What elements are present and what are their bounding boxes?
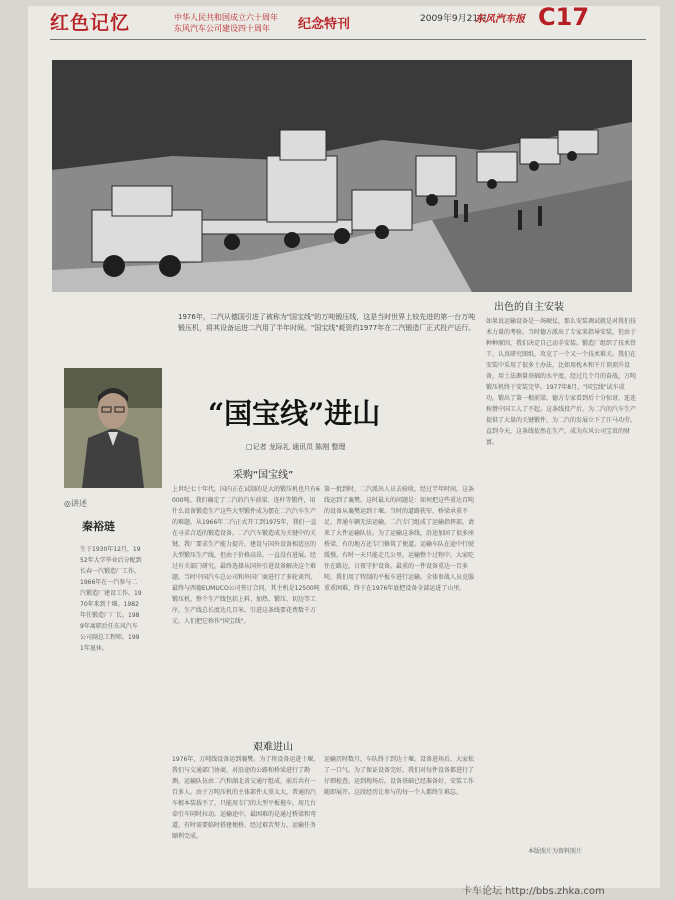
section-heading-1: 采购“国宝线”: [233, 470, 294, 481]
section-heading-2: 艰难进山: [253, 742, 293, 753]
page-header: [28, 6, 660, 44]
issue-date: 2009年9月21日: [420, 14, 488, 24]
article-byline: □记者 龙际礼 通讯员 陈刚 整理: [246, 443, 346, 451]
narrator-name: 秦裕琏: [82, 520, 115, 533]
article-column-3: 如果说运输设备是一场硬仗，那么安装调试就是对我们技术力量的考验。当时德方派出了专家来指导安装，但由于种种原因，我们决定自己动手安装。锻造厂组织了技术骨干，认真研究图纸，攻克了一个又一个技术难关。我们在安装中采用了很多土办法，比如用枕木和千斤顶顶升设备，用土法测量基础的水平度。经过几个月的奋战，万吨锻压机终于安装完毕。1977年8月，"国宝线"试车成功，锻出了第一根前梁。德方专家看到后十分惊讶，连连称赞中国工人了不起。这条线投产后，为二汽的汽车生产提供了大量的关键锻件，为二汽的发展立下了汗马功劳。直到今天，这条线依然在生产，成为东风公司宝贵的财富。: [486, 318, 636, 446]
article-column-2b: 运输历时数月，车队终于到达十堰。设备进场后，大家松了一口气。为了保证设备完好，我们对每件设备都进行了仔细检查。运到现场后，设备基础已经准备好，安装工作随即展开。这段经历让参与的每一个人都终生难忘。: [324, 756, 475, 796]
article-column-1: 上世纪七十年代，国内正在试制的是大的锻压机也只有6000吨。我们确定了二汽的汽车前梁、连杆等锻件，用什么设备锻造生产这些大型锻件成为摆在二汽汽车生产的难题。从1966年二汽正式开工到1975年，我们一直在寻求合适的锻造设备。二汽汽车锻造成为关键中的关键，我厂要求生产能力提升，建设与国外设备相适应的大型锻压生产线，但由于价格高昂，一直没有进展。经过有关部门研究，最终选择从国外引进设备解决这个难题。当时中国汽车总公司和外国厂商进行了多轮谈判，最终与西德EUMUCO公司签订合同，其主机是12500吨锻压机，整个生产线包括上料、加热、锻压、切边等工序，生产线总长度达几百米。引进这条线要花费数千万元，人们把它称作"国宝线"。: [172, 486, 320, 625]
newspaper-page: [28, 6, 660, 888]
article-column-2: 第一批到时，二汽派出人员去验收，经过半年时间，这条线运到了襄樊。这时最大的问题是：如何把这些重达百吨的设备从襄樊运到十堰。当时的道路狭窄、桥梁承重不足，普通车辆无法运输。二汽专门组成了运输指挥部，请来了大件运输队伍。为了运输这条线，沿途加固了很多座桥梁，有的地方还专门修筑了便道。运输车队在途中行驶缓慢，有时一天只能走几公里。运输整个过程中，大家吃住在路边，日夜守护设备。最重的一件设备重达一百多吨，我们用了特制的平板车进行运输。全体参战人员克服重重困难，终于在1976年底把设备全部运进了山里。: [324, 486, 475, 592]
special-issue-label: 纪念特刊: [298, 17, 351, 32]
forum-watermark: 卡车论坛 http://bbs.zhka.com: [462, 886, 605, 897]
header-subtitle-line2: 东风汽车公司建设四十周年: [174, 24, 270, 33]
author-portrait: [64, 368, 162, 488]
section-heading-3: 出色的自主安装: [494, 302, 564, 313]
photo-source-note: 本版照片为资料照片: [528, 848, 583, 855]
photo-caption: 1976年，二汽从德国引进了被称为"国宝线"的万吨锻压线，这是当时世界上较先进的第一台万吨锻压机，将其设备运进二汽用了半年时间。"国宝线"耗资约1977年在二汽锻造厂正式投产运行。: [178, 313, 476, 332]
paper-logo: 东风汽车报: [475, 14, 525, 25]
section-title: 红色记忆: [50, 12, 131, 34]
article-column-1b: 1976年，万吨线设备运到襄樊。为了将设备运进十堰，我们与交通部门协商，对沿途的公路和桥梁进行了勘测。运输队伍由二汽和湖北省交通厅组成，前后共有一百多人。由于万吨压机的主体部件太重太大，普通的汽车根本装载不了，只能用专门的大型平板拖车，用几台牵引车同时拉动。运输途中，最困难的是通过桥梁和弯道，有时需要临时搭建便桥。经过艰苦努力，运输任务顺利完成。: [172, 756, 320, 840]
article-title: “国宝线”进山: [208, 397, 381, 430]
column-label: ◎讲述: [64, 499, 87, 508]
header-subtitle: [174, 12, 278, 34]
header-rule: [50, 39, 646, 40]
header-subtitle-line1: 中华人民共和国成立六十周年: [174, 13, 278, 22]
historic-photo: [52, 60, 632, 292]
narrator-bio: 生于1930年12月，1952年大学毕业后分配到长春一汽锻造厂工作。1966年在一汽参与二汽锻造厂建设工作。1970年来到十堰。1982年任锻造厂厂长。1989年离职后任东风汽车公司副总工程师，1991年退休。: [80, 546, 142, 652]
page-number: C17: [538, 6, 590, 31]
